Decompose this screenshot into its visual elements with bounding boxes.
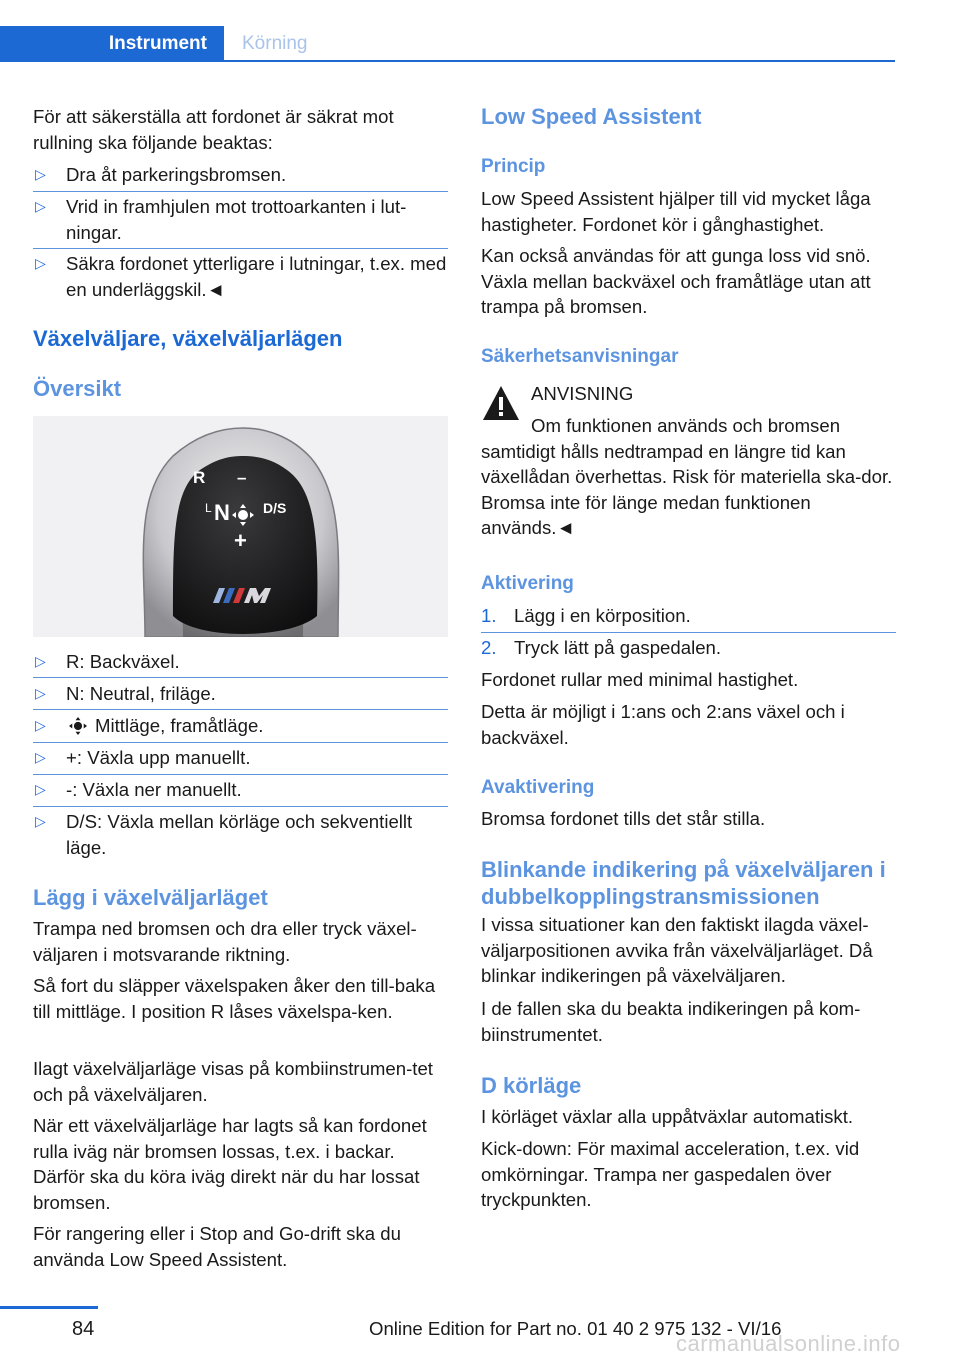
list-divider [33,806,448,807]
list-item: ▷ Vrid in framhjulen mot trottoarkanten i lut-ningar. [35,196,407,243]
engage-paragraph: Trampa ned bromsen och dra eller tryck växel-väljaren i motsvarande riktning. [33,918,417,965]
tab-instrument[interactable]: Instrument [0,26,224,62]
intro-text: För att säkerställa att fordonet är säkrat mot rullning ska följande beaktas: [33,106,394,153]
list-divider [33,742,448,743]
triangle-bullet-icon: ▷ [35,255,46,271]
heading-selector: Växelväljare, växelväljarlägen [33,326,343,351]
engage-paragraph: Så fort du släpper växelspaken åker den till-baka till mittläge. I position R låses växelspa-ken. [33,975,436,1022]
principle-paragraph: Low Speed Assistent hjälper till vid mycket låga hastigheter. Fordonet kör i gånghastighet. [481,188,871,235]
heading-d-mode: D körläge [481,1073,582,1098]
section-tabs [0,26,895,62]
edition-text: Online Edition for Part no. 01 40 2 975 132 - VI/16 [369,1318,782,1339]
page-number: 84 [72,1318,95,1340]
blink-paragraph: I vissa situationer kan den faktiskt ilagda växel-väljarpositionen avvika från växelväljarläget. Då blinkar indikeringen på växelväljaren. [481,914,873,986]
list-item: 1. Lägg i en körposition. [481,605,691,626]
footer-accent-line [0,1306,98,1309]
list-divider [33,774,448,775]
center-position-icon [232,504,254,526]
tab-korning[interactable]: Körning [242,33,308,54]
engage-paragraph: Ilagt växelväljarläge visas på kombiinstrumen-tet och på växelväljaren. [33,1058,433,1105]
list-item: ▷ +: Växla upp manuellt. [33,745,448,771]
watermark: carmanualsonline.info [676,1331,901,1356]
triangle-bullet-icon: ▷ [35,685,46,701]
selector-r-label: R [193,468,206,487]
m-logo [211,586,273,604]
list-item: ▷ Dra åt parkeringsbromsen. [33,162,448,188]
heading-activation: Aktivering [481,573,574,594]
d-paragraph: Kick-down: För maximal acceleration, t.ex. vid omkörningar. Trampa ner gaspedalen över tryckpunkten. [481,1138,860,1210]
selector-plus-label: + [234,528,247,553]
activation-paragraph: Fordonet rullar med minimal hastighet. [481,669,799,690]
list-item: ▷ N: Neutral, friläge. [33,681,448,707]
triangle-bullet-icon: ▷ [35,653,46,669]
notice-text: Om funktionen används och bromsen samtidigt hålls nedtrampad en längre tid kan växellådan överhettas. Risk för materiella ska-dor. Bromsa inte för länge medan funktionen används.◄ [481,415,893,538]
heading-engage: Lägg i växelväljarläget [33,885,268,910]
triangle-bullet-icon: ▷ [35,198,46,214]
triangle-bullet-icon: ▷ [35,749,46,765]
list-item: ▷ Mittläge, framåtläge. [33,713,448,739]
heading-low-speed-assistent: Low Speed Assistent [481,104,702,129]
list-item: ▷ R: Backväxel. [33,649,448,675]
list-divider [33,191,448,192]
triangle-bullet-icon: ▷ [35,166,46,182]
list-divider [33,677,448,678]
d-paragraph: I körläget växlar alla uppåtväxlar automatiskt. [481,1106,854,1127]
activation-paragraph: Detta är möjligt i 1:ans och 2:ans växel och i backväxel. [481,701,845,748]
list-item: ▷ Säkra fordonet ytterligare i lutningar, t.ex. med en underläggskil.◄ [35,253,447,300]
heading-blinking-indicator: Blinkande indikering på växelväljaren i dubbelkopplingstransmissionen [481,857,886,909]
heading-deactivation: Avaktivering [481,777,595,798]
list-divider [481,632,896,633]
deactivation-text: Bromsa fordonet tills det står stilla. [481,808,766,829]
heading-overview: Översikt [33,376,122,401]
heading-safety: Säkerhetsanvisningar [481,346,679,367]
heading-principle: Princip [481,156,546,177]
gear-selector-illustration [33,416,448,637]
selector-minus-label: – [237,468,247,487]
selector-l-label: L [205,501,212,515]
triangle-bullet-icon: ▷ [35,813,46,829]
notice-title: ANVISNING [531,383,634,404]
selector-ds-label: D/S [263,500,287,516]
list-item: ▷ -: Växla ner manuellt. [33,777,448,803]
list-item: ▷ D/S: Växla mellan körläge och sekventiellt läge. [35,811,413,858]
engage-paragraph: När ett växelväljarläge har lagts så kan fordonet rulla iväg när bromsen lossas, t.ex. i backar. Därför ska du köra iväg direkt när du har lossat bromsen. [33,1115,427,1213]
engage-paragraph: För rangering eller i Stop and Go-drift ska du använda Low Speed Assistent. [33,1223,401,1270]
list-item: 2. Tryck lätt på gaspedalen. [481,637,722,658]
principle-paragraph: Kan också användas för att gunga loss vid snö. Växla mellan backväxel och framåtläge utan att trampa på bromsen. [481,245,871,317]
blink-paragraph: I de fallen ska du beakta indikeringen på kom-biinstrumentet. [481,998,861,1045]
triangle-bullet-icon: ▷ [35,717,46,733]
selector-n-label: N [214,500,230,525]
triangle-bullet-icon: ▷ [35,781,46,797]
list-divider [33,709,448,710]
list-divider [33,248,448,249]
center-position-icon [69,716,87,734]
